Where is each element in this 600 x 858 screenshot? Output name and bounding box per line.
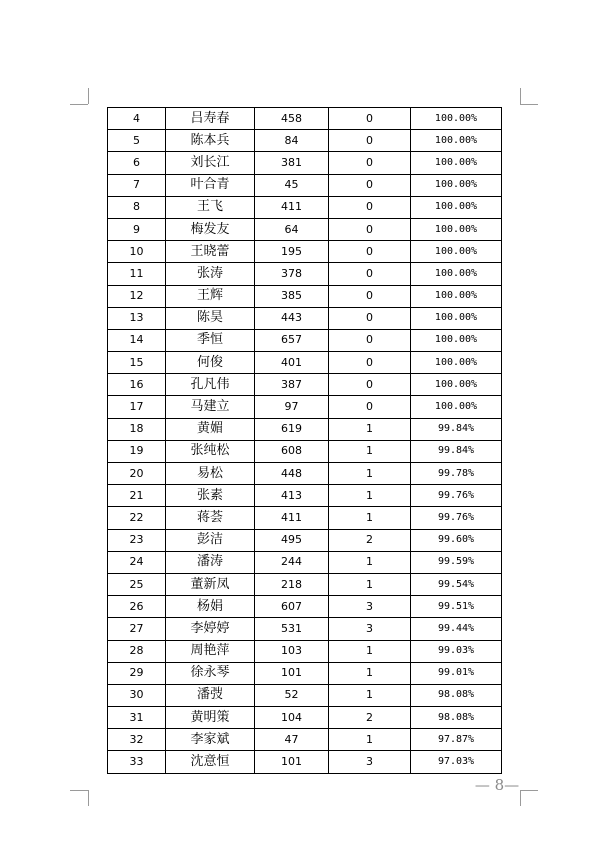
row-number-cell: 7	[108, 174, 166, 196]
count-cell: 608	[255, 440, 329, 462]
row-number-cell: 33	[108, 751, 166, 773]
name-cell: 陈本兵	[166, 130, 255, 152]
row-number-cell: 28	[108, 640, 166, 662]
accuracy-rate-cell: 99.01%	[411, 662, 502, 684]
count-cell: 448	[255, 463, 329, 485]
row-number-cell: 22	[108, 507, 166, 529]
accuracy-rate-cell: 99.84%	[411, 440, 502, 462]
name-cell: 沈意恒	[166, 751, 255, 773]
error-count-cell: 1	[329, 662, 411, 684]
count-cell: 401	[255, 352, 329, 374]
row-number-cell: 8	[108, 196, 166, 218]
accuracy-rate-cell: 100.00%	[411, 130, 502, 152]
name-cell: 潘弢	[166, 684, 255, 706]
name-cell: 徐永琴	[166, 662, 255, 684]
accuracy-rate-cell: 100.00%	[411, 285, 502, 307]
crop-mark-bottom-left	[88, 790, 89, 806]
count-cell: 381	[255, 152, 329, 174]
row-number-cell: 26	[108, 596, 166, 618]
name-cell: 王飞	[166, 196, 255, 218]
name-cell: 董新凤	[166, 573, 255, 595]
table-row	[108, 751, 502, 773]
count-cell: 64	[255, 218, 329, 240]
count-cell: 413	[255, 485, 329, 507]
row-number-cell: 27	[108, 618, 166, 640]
name-cell: 何俊	[166, 352, 255, 374]
count-cell: 387	[255, 374, 329, 396]
error-count-cell: 0	[329, 329, 411, 351]
table-row	[108, 640, 502, 662]
count-cell: 101	[255, 662, 329, 684]
name-cell: 叶合青	[166, 174, 255, 196]
table-row	[108, 218, 502, 240]
error-count-cell: 0	[329, 218, 411, 240]
error-count-cell: 0	[329, 196, 411, 218]
name-cell: 黄媚	[166, 418, 255, 440]
count-cell: 657	[255, 329, 329, 351]
error-count-cell: 0	[329, 263, 411, 285]
row-number-cell: 29	[108, 662, 166, 684]
count-cell: 385	[255, 285, 329, 307]
accuracy-rate-cell: 97.87%	[411, 729, 502, 751]
row-number-cell: 4	[108, 108, 166, 130]
table-row	[108, 596, 502, 618]
row-number-cell: 11	[108, 263, 166, 285]
name-cell: 张纯松	[166, 440, 255, 462]
error-count-cell: 1	[329, 551, 411, 573]
error-count-cell: 1	[329, 485, 411, 507]
count-cell: 411	[255, 196, 329, 218]
count-cell: 45	[255, 174, 329, 196]
crop-mark-top-left	[88, 88, 89, 104]
count-cell: 411	[255, 507, 329, 529]
table-row	[108, 507, 502, 529]
row-number-cell: 21	[108, 485, 166, 507]
row-number-cell: 18	[108, 418, 166, 440]
count-cell: 244	[255, 551, 329, 573]
accuracy-rate-cell: 100.00%	[411, 218, 502, 240]
row-number-cell: 17	[108, 396, 166, 418]
name-cell: 梅发友	[166, 218, 255, 240]
row-number-cell: 19	[108, 440, 166, 462]
name-cell: 李家斌	[166, 729, 255, 751]
accuracy-rate-cell: 100.00%	[411, 108, 502, 130]
row-number-cell: 5	[108, 130, 166, 152]
error-count-cell: 1	[329, 640, 411, 662]
row-number-cell: 13	[108, 307, 166, 329]
results-table	[107, 107, 502, 774]
accuracy-rate-cell: 99.78%	[411, 463, 502, 485]
table-row	[108, 396, 502, 418]
table-row	[108, 485, 502, 507]
name-cell: 王辉	[166, 285, 255, 307]
accuracy-rate-cell: 98.08%	[411, 684, 502, 706]
count-cell: 495	[255, 529, 329, 551]
error-count-cell: 0	[329, 285, 411, 307]
name-cell: 周艳萍	[166, 640, 255, 662]
count-cell: 458	[255, 108, 329, 130]
row-number-cell: 31	[108, 707, 166, 729]
accuracy-rate-cell: 100.00%	[411, 152, 502, 174]
name-cell: 黄明策	[166, 707, 255, 729]
table-row	[108, 573, 502, 595]
accuracy-rate-cell: 100.00%	[411, 374, 502, 396]
count-cell: 619	[255, 418, 329, 440]
results-table-body	[108, 108, 502, 774]
table-row	[108, 707, 502, 729]
name-cell: 蒋荟	[166, 507, 255, 529]
count-cell: 607	[255, 596, 329, 618]
error-count-cell: 0	[329, 130, 411, 152]
row-number-cell: 9	[108, 218, 166, 240]
table-row	[108, 729, 502, 751]
name-cell: 陈昊	[166, 307, 255, 329]
row-number-cell: 16	[108, 374, 166, 396]
table-row	[108, 374, 502, 396]
count-cell: 47	[255, 729, 329, 751]
accuracy-rate-cell: 99.76%	[411, 507, 502, 529]
accuracy-rate-cell: 100.00%	[411, 241, 502, 263]
error-count-cell: 0	[329, 374, 411, 396]
name-cell: 彭洁	[166, 529, 255, 551]
count-cell: 378	[255, 263, 329, 285]
table-row	[108, 263, 502, 285]
table-row	[108, 618, 502, 640]
row-number-cell: 23	[108, 529, 166, 551]
error-count-cell: 0	[329, 307, 411, 329]
name-cell: 吕寿春	[166, 108, 255, 130]
row-number-cell: 24	[108, 551, 166, 573]
accuracy-rate-cell: 99.51%	[411, 596, 502, 618]
crop-mark-top-right	[520, 104, 538, 105]
error-count-cell: 0	[329, 108, 411, 130]
table-row	[108, 684, 502, 706]
table-row	[108, 440, 502, 462]
table-row	[108, 463, 502, 485]
error-count-cell: 0	[329, 352, 411, 374]
accuracy-rate-cell: 100.00%	[411, 307, 502, 329]
table-row	[108, 662, 502, 684]
name-cell: 易松	[166, 463, 255, 485]
accuracy-rate-cell: 100.00%	[411, 263, 502, 285]
table-row	[108, 529, 502, 551]
accuracy-rate-cell: 98.08%	[411, 707, 502, 729]
name-cell: 马建立	[166, 396, 255, 418]
crop-mark-top-right	[520, 88, 521, 104]
accuracy-rate-cell: 100.00%	[411, 396, 502, 418]
name-cell: 孔凡伟	[166, 374, 255, 396]
row-number-cell: 25	[108, 573, 166, 595]
error-count-cell: 0	[329, 174, 411, 196]
accuracy-rate-cell: 99.54%	[411, 573, 502, 595]
error-count-cell: 3	[329, 751, 411, 773]
table-row	[108, 130, 502, 152]
page-number: — 8—	[474, 776, 520, 794]
count-cell: 195	[255, 241, 329, 263]
error-count-cell: 3	[329, 596, 411, 618]
error-count-cell: 1	[329, 684, 411, 706]
error-count-cell: 0	[329, 241, 411, 263]
row-number-cell: 14	[108, 329, 166, 351]
table-row	[108, 152, 502, 174]
accuracy-rate-cell: 100.00%	[411, 174, 502, 196]
name-cell: 杨娟	[166, 596, 255, 618]
count-cell: 218	[255, 573, 329, 595]
name-cell: 王晓蕾	[166, 241, 255, 263]
row-number-cell: 6	[108, 152, 166, 174]
error-count-cell: 2	[329, 529, 411, 551]
count-cell: 97	[255, 396, 329, 418]
error-count-cell: 1	[329, 418, 411, 440]
error-count-cell: 1	[329, 573, 411, 595]
accuracy-rate-cell: 100.00%	[411, 329, 502, 351]
table-row	[108, 241, 502, 263]
accuracy-rate-cell: 99.59%	[411, 551, 502, 573]
error-count-cell: 0	[329, 396, 411, 418]
count-cell: 531	[255, 618, 329, 640]
error-count-cell: 2	[329, 707, 411, 729]
count-cell: 104	[255, 707, 329, 729]
accuracy-rate-cell: 100.00%	[411, 196, 502, 218]
table-row	[108, 174, 502, 196]
table-row	[108, 329, 502, 351]
table-row	[108, 285, 502, 307]
count-cell: 84	[255, 130, 329, 152]
count-cell: 103	[255, 640, 329, 662]
accuracy-rate-cell: 99.44%	[411, 618, 502, 640]
name-cell: 季恒	[166, 329, 255, 351]
row-number-cell: 15	[108, 352, 166, 374]
table-row	[108, 352, 502, 374]
error-count-cell: 0	[329, 152, 411, 174]
name-cell: 张素	[166, 485, 255, 507]
count-cell: 443	[255, 307, 329, 329]
row-number-cell: 20	[108, 463, 166, 485]
accuracy-rate-cell: 99.60%	[411, 529, 502, 551]
name-cell: 刘长江	[166, 152, 255, 174]
table-row	[108, 418, 502, 440]
accuracy-rate-cell: 97.03%	[411, 751, 502, 773]
table-row	[108, 196, 502, 218]
accuracy-rate-cell: 100.00%	[411, 352, 502, 374]
crop-mark-bottom-left	[70, 790, 88, 791]
count-cell: 52	[255, 684, 329, 706]
error-count-cell: 1	[329, 729, 411, 751]
error-count-cell: 1	[329, 463, 411, 485]
row-number-cell: 10	[108, 241, 166, 263]
accuracy-rate-cell: 99.76%	[411, 485, 502, 507]
error-count-cell: 1	[329, 507, 411, 529]
table-row	[108, 307, 502, 329]
error-count-cell: 3	[329, 618, 411, 640]
row-number-cell: 12	[108, 285, 166, 307]
table-row	[108, 108, 502, 130]
accuracy-rate-cell: 99.03%	[411, 640, 502, 662]
name-cell: 李婷婷	[166, 618, 255, 640]
table-row	[108, 551, 502, 573]
name-cell: 张涛	[166, 263, 255, 285]
accuracy-rate-cell: 99.84%	[411, 418, 502, 440]
name-cell: 潘涛	[166, 551, 255, 573]
count-cell: 101	[255, 751, 329, 773]
row-number-cell: 32	[108, 729, 166, 751]
crop-mark-top-left	[70, 104, 88, 105]
row-number-cell: 30	[108, 684, 166, 706]
error-count-cell: 1	[329, 440, 411, 462]
